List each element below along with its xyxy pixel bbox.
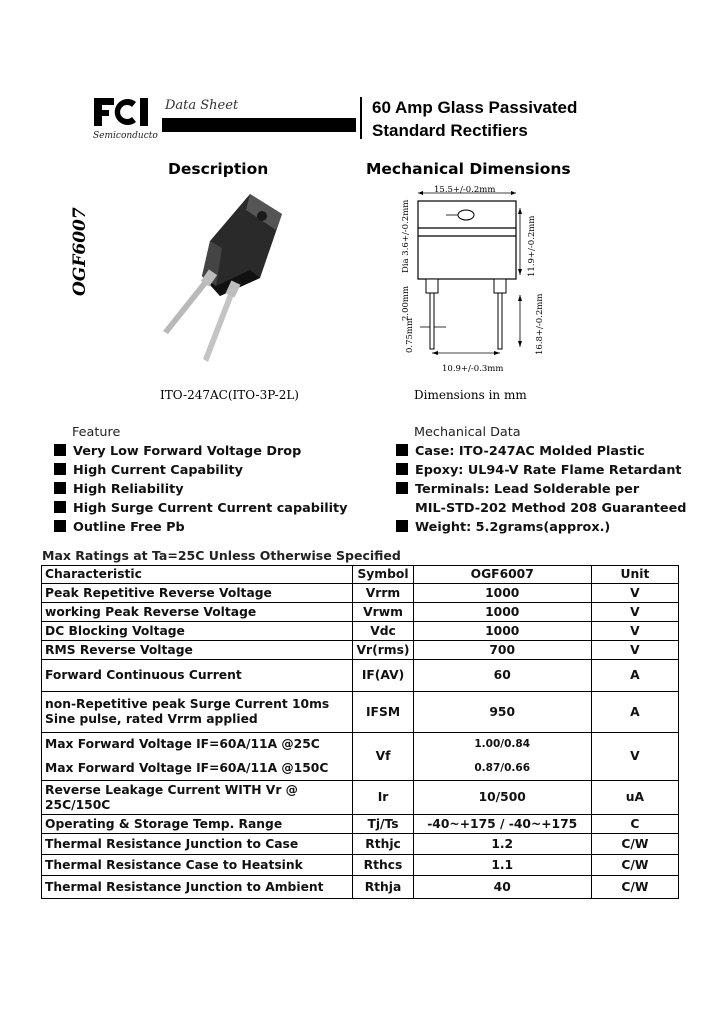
svg-text:0.75mm: 0.75mm	[405, 317, 415, 353]
table-cell: A	[591, 660, 678, 692]
table-cell: 1000	[413, 584, 591, 603]
mechanical-dimensions-heading: Mechanical Dimensions	[366, 160, 571, 178]
part-number: OGF6007	[70, 207, 90, 296]
table-cell: 60	[413, 660, 591, 692]
list-item: High Reliability	[54, 480, 348, 499]
column-header: Unit	[591, 566, 678, 584]
bullet-square-icon	[396, 444, 408, 456]
table-row	[42, 660, 679, 692]
table-cell: 950	[413, 692, 591, 733]
table-cell: 1.1	[413, 855, 591, 876]
ratings-title: Max Ratings at Ta=25C Unless Otherwise Specified	[42, 548, 401, 563]
doc-type-label: Data Sheet	[165, 98, 239, 113]
svg-text:11.9+/-0.2mm: 11.9+/-0.2mm	[527, 215, 537, 277]
list-item: Case: ITO-247AC Molded Plastic	[396, 442, 686, 461]
feature-list	[54, 423, 348, 537]
bullet-square-icon	[54, 501, 66, 513]
svg-text:2.00mm: 2.00mm	[401, 285, 411, 321]
ratings-table	[41, 565, 679, 899]
table-cell: V	[591, 603, 678, 622]
svg-text:16.8+/-0.2mm: 16.8+/-0.2mm	[535, 293, 545, 355]
list-item: High Current Capability	[54, 461, 348, 480]
table-cell: Rthcs	[353, 855, 413, 876]
table-cell: Thermal Resistance Junction to Case	[42, 834, 353, 855]
list-item: Weight: 5.2grams(approx.)	[396, 518, 686, 537]
table-cell: Operating & Storage Temp. Range	[42, 815, 353, 834]
description-heading: Description	[168, 160, 269, 178]
table-row	[42, 622, 679, 641]
feature-heading: Feature	[72, 425, 121, 440]
svg-text:15.5+/-0.2mm: 15.5+/-0.2mm	[434, 185, 496, 195]
svg-text:10.9+/-0.3mm: 10.9+/-0.3mm	[442, 364, 504, 374]
svg-text:Semiconductor: Semiconductor	[93, 131, 158, 141]
table-row	[42, 815, 679, 834]
list-item: Epoxy: UL94-V Rate Flame Retardant	[396, 461, 686, 480]
table-cell: Vf	[353, 733, 413, 781]
table-cell: Tj/Ts	[353, 815, 413, 834]
table-row	[42, 733, 679, 781]
mechanical-data-list	[396, 423, 686, 537]
list-item: MIL-STD-202 Method 208 Guaranteed	[415, 501, 687, 516]
table-cell: 40	[413, 876, 591, 899]
table-header-row	[42, 566, 679, 584]
list-item: Terminals: Lead Solderable per	[396, 480, 686, 499]
bullet-square-icon	[396, 463, 408, 475]
table-cell: Vdc	[353, 622, 413, 641]
table-cell: -40~+175 / -40~+175	[413, 815, 591, 834]
table-row	[42, 855, 679, 876]
svg-text:Dia 3.6+/-0.2mm: Dia 3.6+/-0.2mm	[401, 199, 411, 273]
table-row	[42, 603, 679, 622]
table-cell: A	[591, 692, 678, 733]
table-cell: DC Blocking Voltage	[42, 622, 353, 641]
table-cell: Thermal Resistance Case to Heatsink	[42, 855, 353, 876]
bullet-square-icon	[396, 520, 408, 532]
table-cell: Vr(rms)	[353, 641, 413, 660]
bullet-square-icon	[54, 520, 66, 532]
table-cell: 1.2	[413, 834, 591, 855]
bullet-square-icon	[54, 444, 66, 456]
column-header: Symbol	[353, 566, 413, 584]
table-cell: 700	[413, 641, 591, 660]
table-cell: V	[591, 584, 678, 603]
table-row	[42, 641, 679, 660]
table-cell: C/W	[591, 855, 678, 876]
company-logo	[92, 96, 158, 142]
table-cell: Vrwm	[353, 603, 413, 622]
table-cell: Rthjc	[353, 834, 413, 855]
list-item: High Surge Current Current capability	[54, 499, 348, 518]
dimension-drawing	[398, 183, 558, 383]
table-row	[42, 692, 679, 733]
package-photo	[150, 186, 300, 366]
table-cell: C/W	[591, 834, 678, 855]
table-cell: Peak Repetitive Reverse Voltage	[42, 584, 353, 603]
table-cell: V	[591, 733, 678, 781]
table-cell: Thermal Resistance Junction to Ambient	[42, 876, 353, 899]
table-cell: V	[591, 641, 678, 660]
table-cell: 10/500	[413, 781, 591, 815]
bullet-square-icon	[54, 463, 66, 475]
table-row	[42, 584, 679, 603]
table-cell: RMS Reverse Voltage	[42, 641, 353, 660]
header-divider	[360, 97, 362, 139]
header-bar	[162, 118, 356, 132]
column-header: OGF6007	[413, 566, 591, 584]
table-cell: Ir	[353, 781, 413, 815]
table-cell: Forward Continuous Current	[42, 660, 353, 692]
table-cell: 1000	[413, 622, 591, 641]
page-title: 60 Amp Glass Passivated Standard Rectifiers	[372, 98, 578, 140]
dimensions-caption: Dimensions in mm	[414, 388, 527, 402]
bullet-square-icon	[54, 482, 66, 494]
table-row	[42, 876, 679, 899]
list-item: Outline Free Pb	[54, 518, 348, 537]
table-cell: uA	[591, 781, 678, 815]
table-cell: IF(AV)	[353, 660, 413, 692]
table-cell: 1.00/0.84 0.87/0.66	[413, 733, 591, 781]
table-cell: non-Repetitive peak Surge Current 10ms Sine pulse, rated Vrrm applied	[42, 692, 353, 733]
table-cell: Reverse Leakage Current WITH Vr @ 25C/150C	[42, 781, 353, 815]
table-cell: IFSM	[353, 692, 413, 733]
table-cell: Rthja	[353, 876, 413, 899]
list-item: Very Low Forward Voltage Drop	[54, 442, 348, 461]
table-cell: Max Forward Voltage IF=60A/11A @25C Max Forward Voltage IF=60A/11A @150C	[42, 733, 353, 781]
table-cell: working Peak Reverse Voltage	[42, 603, 353, 622]
column-header: Characteristic	[42, 566, 353, 584]
table-cell: 1000	[413, 603, 591, 622]
bullet-square-icon	[396, 482, 408, 494]
table-row	[42, 834, 679, 855]
mechanical-data-heading: Mechanical Data	[414, 425, 521, 440]
package-caption: ITO-247AC(ITO-3P-2L)	[160, 388, 299, 402]
table-cell: C/W	[591, 876, 678, 899]
table-cell: V	[591, 622, 678, 641]
table-cell: Vrrm	[353, 584, 413, 603]
table-row	[42, 781, 679, 815]
table-cell: C	[591, 815, 678, 834]
